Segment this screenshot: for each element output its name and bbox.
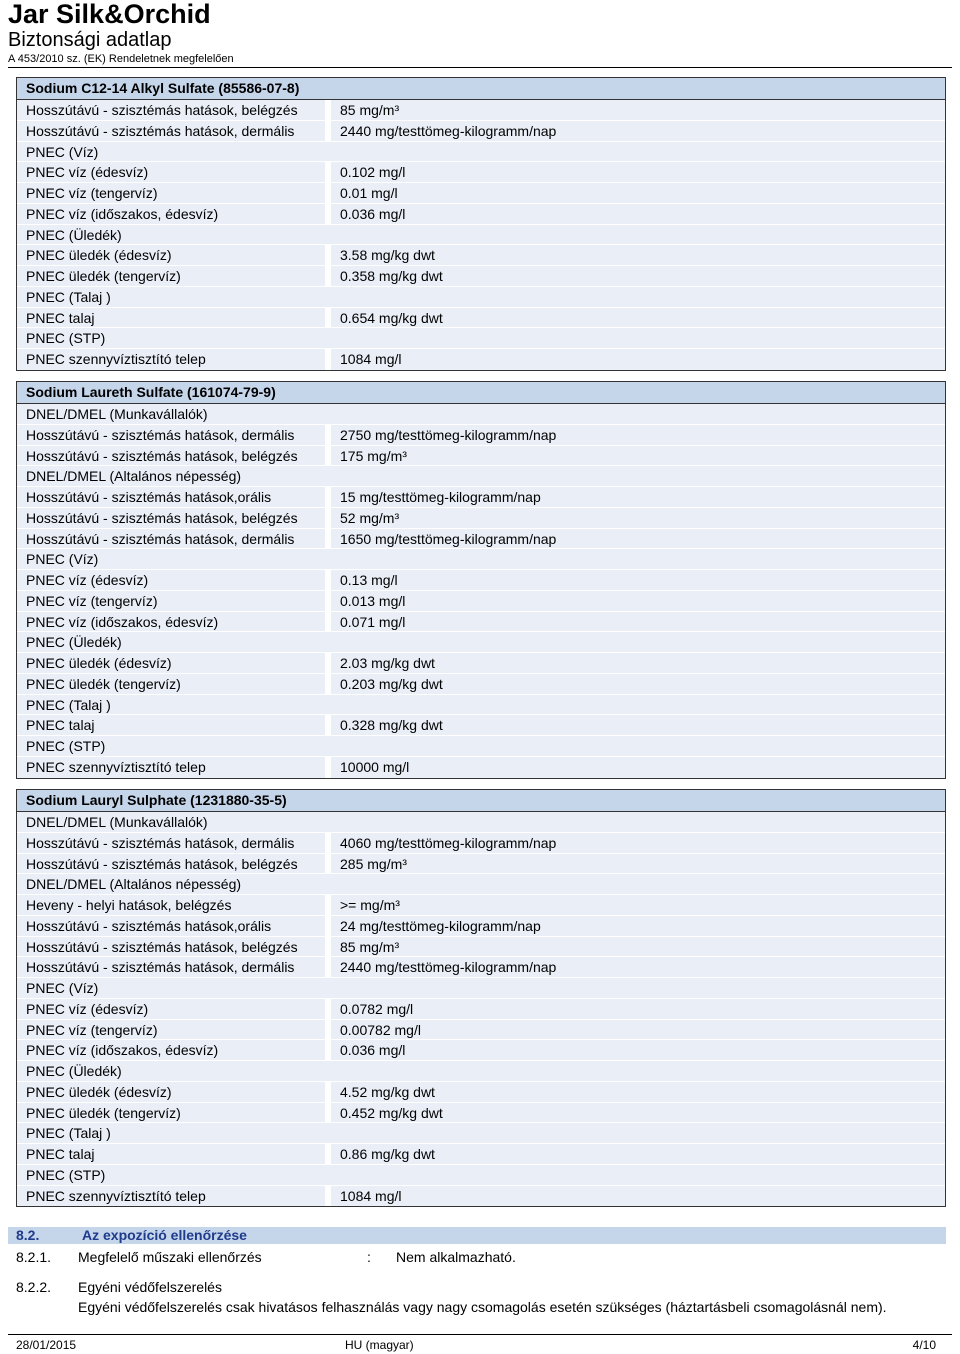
row-label: DNEL/DMEL (Munkavállalók) xyxy=(17,404,945,424)
row-label: PNEC üledék (édesvíz) xyxy=(17,653,325,673)
table-row xyxy=(17,570,945,591)
row-label: Hosszútávú - szisztémás hatások, dermális xyxy=(17,529,325,549)
header-divider xyxy=(8,67,952,68)
substance-table xyxy=(16,789,946,1207)
footer-date: 28/01/2015 xyxy=(16,1338,77,1352)
substance-table xyxy=(16,381,946,779)
row-label: PNEC üledék (tengervíz) xyxy=(17,1103,325,1123)
table-row xyxy=(17,916,945,937)
row-label: PNEC üledék (édesvíz) xyxy=(17,1082,325,1102)
table-row xyxy=(17,308,945,329)
row-label: Hosszútávú - szisztémás hatások,orális xyxy=(17,487,325,507)
table-group-row xyxy=(17,225,945,246)
table-body xyxy=(17,100,945,370)
row-label: PNEC víz (édesvíz) xyxy=(17,999,325,1019)
row-label: PNEC (STP) xyxy=(17,328,945,348)
table-group-row xyxy=(17,549,945,570)
separator-colon: : xyxy=(367,1249,371,1265)
row-label: Hosszútávú - szisztémás hatások, belégzés xyxy=(17,937,325,957)
table-row xyxy=(17,674,945,695)
row-value: 1084 mg/l xyxy=(331,1186,945,1207)
product-name: Jar Silk&Orchid xyxy=(8,0,211,29)
row-label: PNEC víz (édesvíz) xyxy=(17,570,325,590)
table-group-row xyxy=(17,1165,945,1186)
row-label: PNEC üledék (tengervíz) xyxy=(17,266,325,286)
table-row xyxy=(17,100,945,121)
row-value: 0.203 mg/kg dwt xyxy=(331,674,945,694)
table-row xyxy=(17,1020,945,1041)
row-value: 2.03 mg/kg dwt xyxy=(331,653,945,673)
table-group-row xyxy=(17,328,945,349)
row-label: PNEC víz (időszakos, édesvíz) xyxy=(17,1040,325,1060)
row-label: Hosszútávú - szisztémás hatások,orális xyxy=(17,916,325,936)
row-label: Hosszútávú - szisztémás hatások, belégzés xyxy=(17,100,325,120)
row-label: DNEL/DMEL (Munkavállalók) xyxy=(17,812,945,832)
table-row xyxy=(17,653,945,674)
row-value: 0.358 mg/kg dwt xyxy=(331,266,945,286)
table-row xyxy=(17,204,945,225)
row-label: PNEC üledék (tengervíz) xyxy=(17,674,325,694)
document-header xyxy=(8,0,234,66)
row-label: PNEC (STP) xyxy=(17,736,945,756)
table-group-row xyxy=(17,978,945,999)
row-label: PNEC víz (időszakos, édesvíz) xyxy=(17,612,325,632)
row-value: 0.0782 mg/l xyxy=(331,999,945,1019)
row-value: 0.00782 mg/l xyxy=(331,1020,945,1040)
subsection-label: Megfelelő műszaki ellenőrzés xyxy=(78,1249,262,1265)
section-title: Az expozíció ellenőrzése xyxy=(82,1227,247,1243)
section-8-2-heading xyxy=(8,1227,946,1244)
table-row xyxy=(17,895,945,916)
row-value: 52 mg/m³ xyxy=(331,508,945,528)
table-group-row xyxy=(17,142,945,163)
table-row xyxy=(17,612,945,633)
row-label: PNEC víz (tengervíz) xyxy=(17,591,325,611)
table-row xyxy=(17,715,945,736)
subsection-number: 8.2.1. xyxy=(16,1249,52,1265)
row-label: PNEC víz (édesvíz) xyxy=(17,162,325,182)
table-group-row xyxy=(17,287,945,308)
substance-title: Sodium Laureth Sulfate (161074-79-9) xyxy=(17,382,945,404)
row-value: 2440 mg/testtömeg-kilogramm/nap xyxy=(331,957,945,977)
table-group-row xyxy=(17,1123,945,1144)
row-label: Heveny - helyi hatások, belégzés xyxy=(17,895,325,915)
table-row xyxy=(17,1103,945,1124)
table-group-row xyxy=(17,404,945,425)
row-label: Hosszútávú - szisztémás hatások, dermális xyxy=(17,121,325,141)
row-value: 0.036 mg/l xyxy=(331,204,945,224)
table-group-row xyxy=(17,695,945,716)
table-row xyxy=(17,162,945,183)
row-label: PNEC víz (tengervíz) xyxy=(17,183,325,203)
row-label: PNEC üledék (édesvíz) xyxy=(17,245,325,265)
row-label: PNEC (Víz) xyxy=(17,978,945,998)
row-label: PNEC (Üledék) xyxy=(17,1061,945,1081)
table-row xyxy=(17,833,945,854)
row-label: Hosszútávú - szisztémás hatások, belégzés xyxy=(17,446,325,466)
row-label: PNEC (Üledék) xyxy=(17,225,945,245)
row-label: PNEC talaj xyxy=(17,308,325,328)
table-row xyxy=(17,937,945,958)
footer-language: HU (magyar) xyxy=(345,1338,414,1352)
regulation-note: A 453/2010 sz. (EK) Rendeletnek megfelelően xyxy=(8,53,234,65)
row-label: PNEC (Talaj ) xyxy=(17,695,945,715)
row-value: 0.328 mg/kg dwt xyxy=(331,715,945,735)
row-value: 0.071 mg/l xyxy=(331,612,945,632)
substance-table xyxy=(16,77,946,371)
row-value: 1650 mg/testtömeg-kilogramm/nap xyxy=(331,529,945,549)
table-row xyxy=(17,854,945,875)
subsection-number: 8.2.2. xyxy=(16,1279,52,1295)
row-value: 2750 mg/testtömeg-kilogramm/nap xyxy=(331,425,945,445)
row-value: 24 mg/testtömeg-kilogramm/nap xyxy=(331,916,945,936)
row-label: PNEC víz (tengervíz) xyxy=(17,1020,325,1040)
row-label: PNEC talaj xyxy=(17,1144,325,1164)
row-value: 15 mg/testtömeg-kilogramm/nap xyxy=(331,487,945,507)
row-label: Hosszútávú - szisztémás hatások, dermális xyxy=(17,425,325,445)
row-label: PNEC szennyvíztisztító telep xyxy=(17,1186,325,1207)
table-row xyxy=(17,446,945,467)
table-row xyxy=(17,245,945,266)
row-value: 10000 mg/l xyxy=(331,757,945,778)
row-label: PNEC szennyvíztisztító telep xyxy=(17,757,325,778)
row-label: Hosszútávú - szisztémás hatások, belégzés xyxy=(17,854,325,874)
substance-title: Sodium Lauryl Sulphate (1231880-35-5) xyxy=(17,790,945,812)
row-value: 0.452 mg/kg dwt xyxy=(331,1103,945,1123)
row-label: PNEC (STP) xyxy=(17,1165,945,1185)
document-type: Biztonsági adatlap xyxy=(8,29,172,51)
table-body xyxy=(17,812,945,1206)
row-value: 175 mg/m³ xyxy=(331,446,945,466)
table-group-row xyxy=(17,874,945,895)
table-row xyxy=(17,529,945,550)
table-body xyxy=(17,404,945,778)
table-row xyxy=(17,757,945,778)
table-row xyxy=(17,266,945,287)
table-row xyxy=(17,1082,945,1103)
table-row xyxy=(17,183,945,204)
table-group-row xyxy=(17,736,945,757)
row-value: 4.52 mg/kg dwt xyxy=(331,1082,945,1102)
row-value: 0.654 mg/kg dwt xyxy=(331,308,945,328)
row-value: 0.102 mg/l xyxy=(331,162,945,182)
row-label: DNEL/DMEL (Altalános népesség) xyxy=(17,466,945,486)
row-value: 1084 mg/l xyxy=(331,349,945,370)
row-label: Hosszútávú - szisztémás hatások, dermális xyxy=(17,833,325,853)
table-row xyxy=(17,121,945,142)
row-value: >= mg/m³ xyxy=(331,895,945,915)
row-value: 285 mg/m³ xyxy=(331,854,945,874)
table-group-row xyxy=(17,1061,945,1082)
row-label: Hosszútávú - szisztémás hatások, belégzés xyxy=(17,508,325,528)
table-row xyxy=(17,1040,945,1061)
row-label: PNEC (Víz) xyxy=(17,142,945,162)
row-label: PNEC szennyvíztisztító telep xyxy=(17,349,325,370)
row-label: PNEC (Víz) xyxy=(17,549,945,569)
row-label: PNEC (Talaj ) xyxy=(17,1123,945,1143)
substance-title: Sodium C12-14 Alkyl Sulfate (85586-07-8) xyxy=(17,78,945,100)
row-value: 3.58 mg/kg dwt xyxy=(331,245,945,265)
row-value: 0.86 mg/kg dwt xyxy=(331,1144,945,1164)
row-value: 85 mg/m³ xyxy=(331,100,945,120)
footer-page-number: 4/10 xyxy=(912,1338,936,1352)
table-row xyxy=(17,1186,945,1207)
section-number: 8.2. xyxy=(16,1227,40,1243)
table-group-row xyxy=(17,466,945,487)
table-row xyxy=(17,957,945,978)
subsection-text: Egyéni védőfelszerelés csak hivatásos felhasználás vagy nagy csomagolás esetén szükséges (háztartásbeli csomagolásnál nem). xyxy=(78,1299,887,1315)
row-value: 0.036 mg/l xyxy=(331,1040,945,1060)
subsection-value: Nem alkalmazható. xyxy=(396,1249,516,1265)
row-value: 0.13 mg/l xyxy=(331,570,945,590)
row-value: 4060 mg/testtömeg-kilogramm/nap xyxy=(331,833,945,853)
table-row xyxy=(17,425,945,446)
row-value: 0.013 mg/l xyxy=(331,591,945,611)
row-label: DNEL/DMEL (Altalános népesség) xyxy=(17,874,945,894)
subsection-label: Egyéni védőfelszerelés xyxy=(78,1279,222,1295)
row-label: PNEC víz (időszakos, édesvíz) xyxy=(17,204,325,224)
row-value: 85 mg/m³ xyxy=(331,937,945,957)
row-label: PNEC (Üledék) xyxy=(17,632,945,652)
row-value: 2440 mg/testtömeg-kilogramm/nap xyxy=(331,121,945,141)
table-row xyxy=(17,591,945,612)
table-group-row xyxy=(17,632,945,653)
row-label: PNEC talaj xyxy=(17,715,325,735)
table-row xyxy=(17,487,945,508)
table-row xyxy=(17,349,945,370)
table-group-row xyxy=(17,812,945,833)
table-row xyxy=(17,999,945,1020)
row-label: Hosszútávú - szisztémás hatások, dermális xyxy=(17,957,325,977)
footer-divider xyxy=(8,1334,952,1335)
table-row xyxy=(17,508,945,529)
table-row xyxy=(17,1144,945,1165)
row-label: PNEC (Talaj ) xyxy=(17,287,945,307)
row-value: 0.01 mg/l xyxy=(331,183,945,203)
